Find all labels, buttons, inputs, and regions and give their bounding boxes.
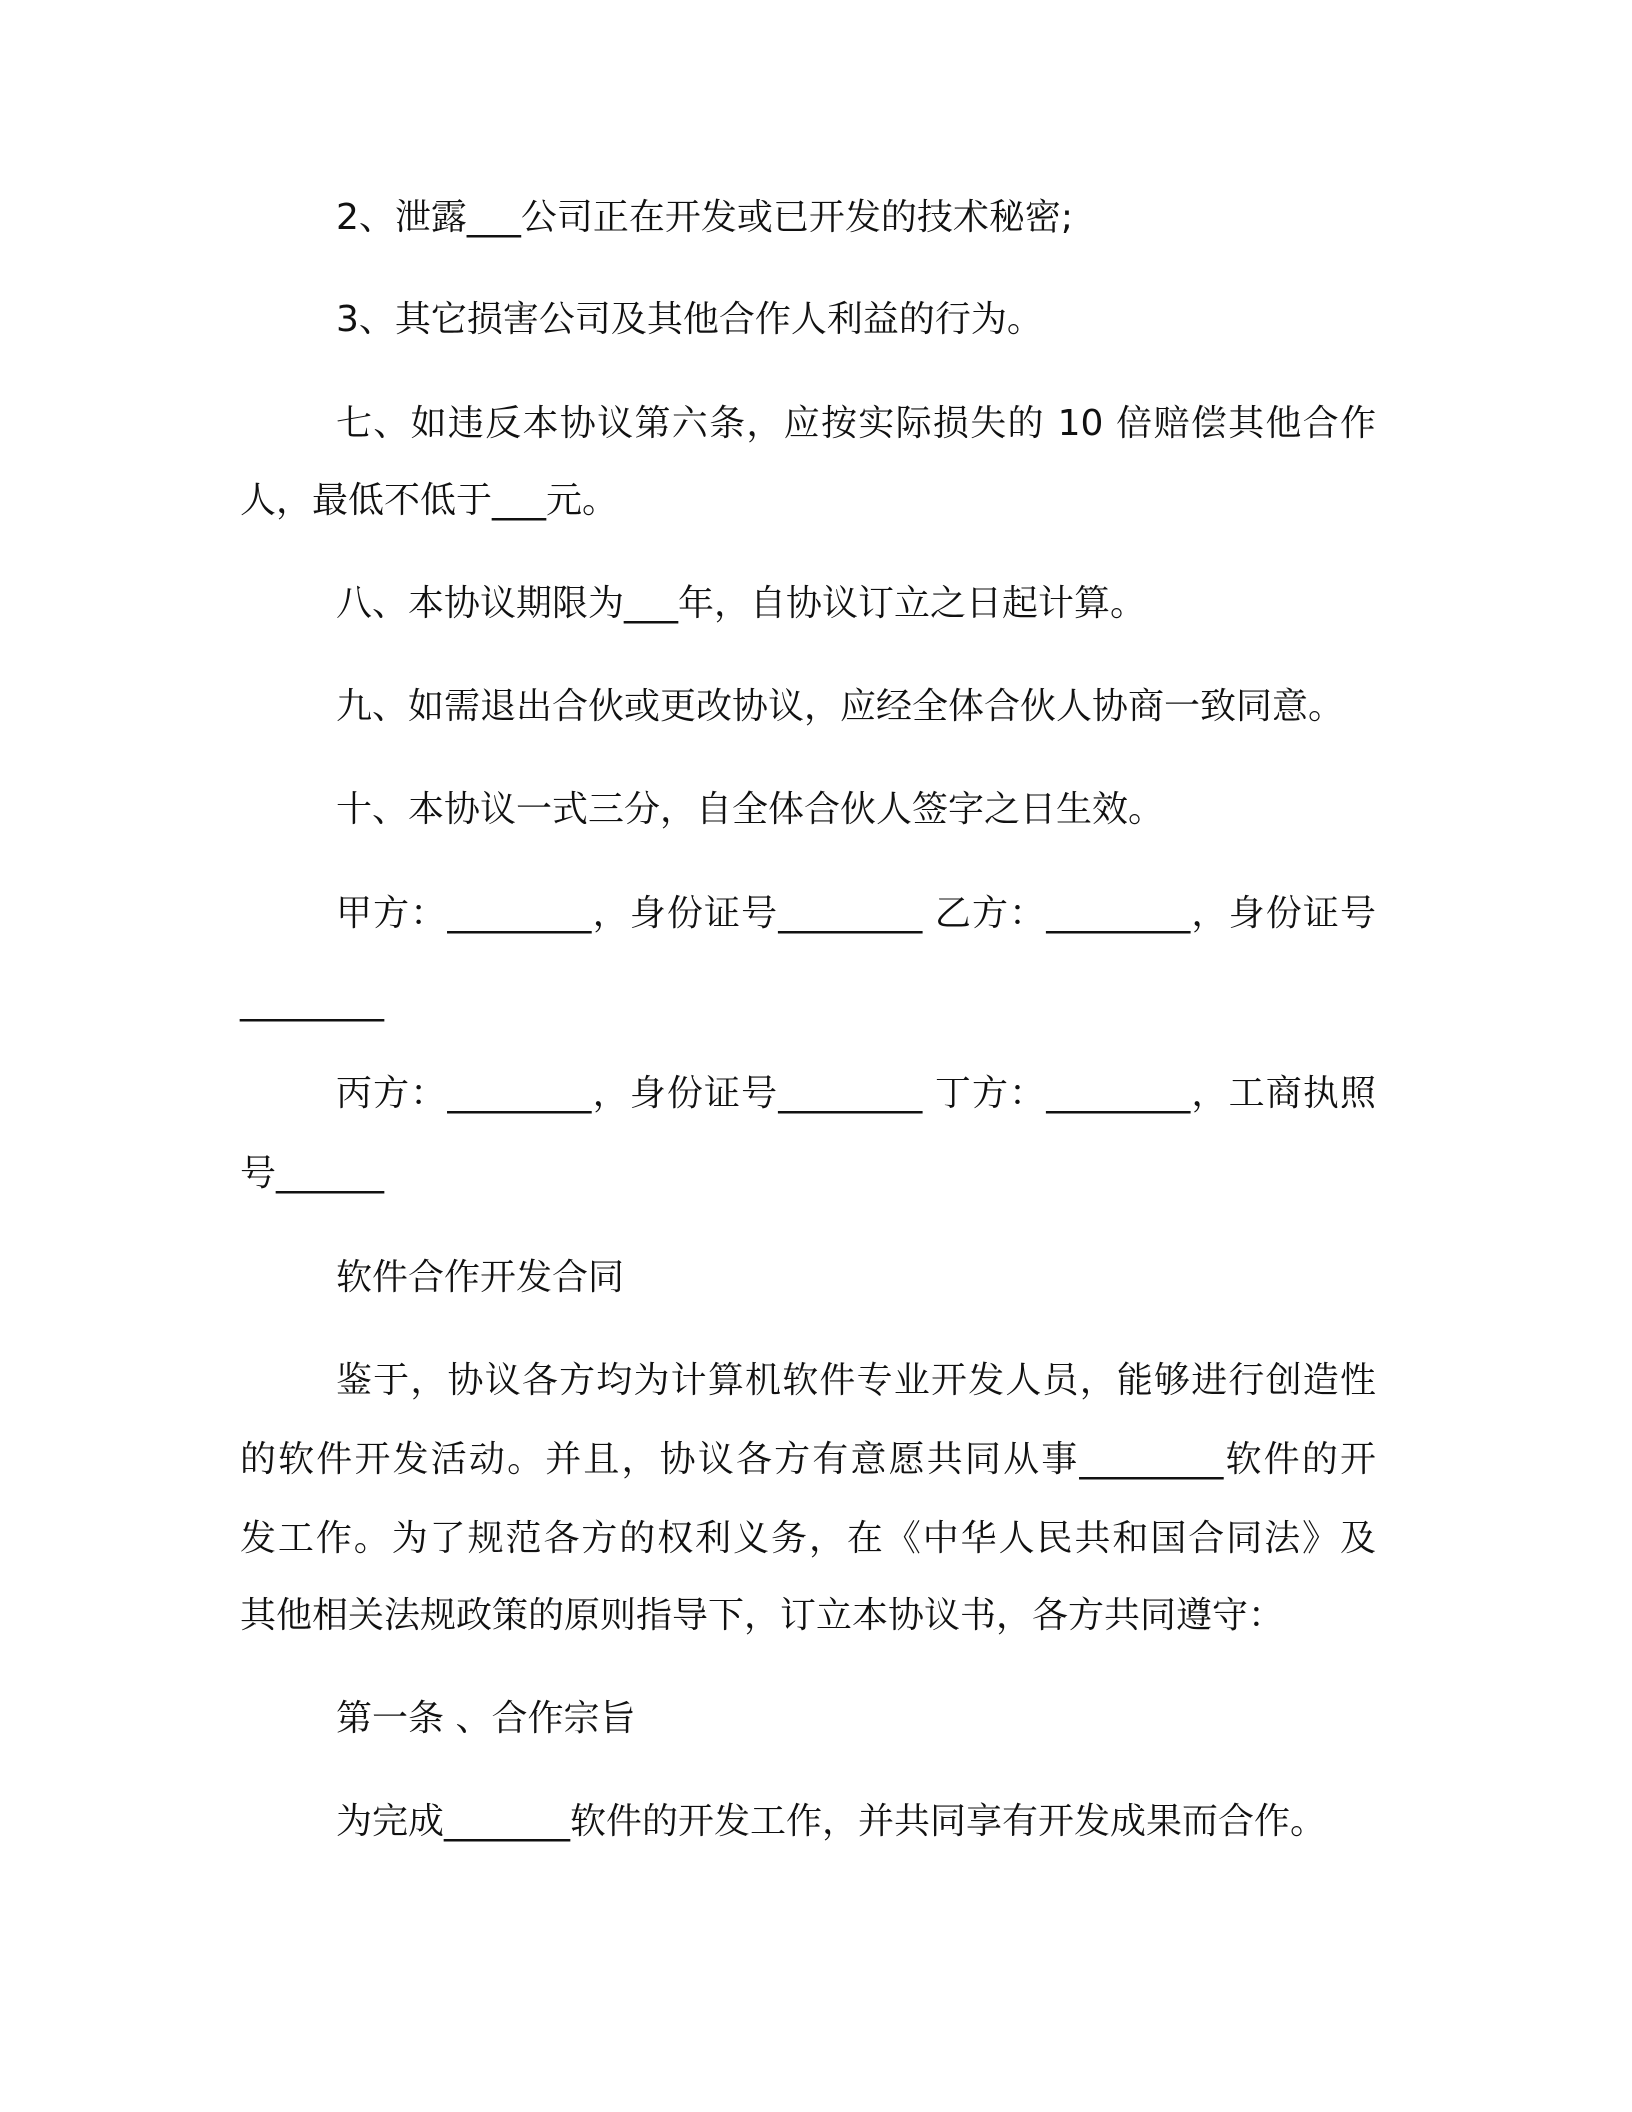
preamble-line-2: 的软件开发活动。并且，协议各方有意愿共同从事________软件的开: [240, 1439, 1376, 1480]
preamble-line-1: 鉴于，协议各方均为计算机软件专业开发人员，能够进行创造性: [336, 1360, 1376, 1401]
clause-10: 十、本协议一式三分，自全体合伙人签字之日生效。: [336, 789, 1165, 830]
preamble-line-4: 其他相关法规政策的原则指导下，订立本协议书，各方共同遵守：: [240, 1595, 1285, 1636]
signature-line-1: 甲方：________，身份证号________ 乙方：________，身份证号: [336, 893, 1376, 934]
signature-line-1-cont: ________: [240, 981, 384, 1022]
clause-6-item-3: 3、其它损害公司及其他合作人利益的行为。: [336, 299, 1043, 340]
preamble-line-3: 发工作。为了规范各方的权利义务，在《中华人民共和国合同法》及: [240, 1518, 1376, 1559]
clause-7-line-1: 七、如违反本协议第六条，应按实际损失的 10 倍赔偿其他合作: [336, 403, 1376, 444]
signature-line-2-cont: 号______: [240, 1153, 385, 1194]
clause-7-line-2: 人，最低不低于___元。: [240, 480, 619, 521]
clause-6-item-2: 2、泄露___公司正在开发或已开发的技术秘密;: [336, 197, 1074, 238]
clause-8: 八、本协议期限为___年，自协议订立之日起计算。: [336, 583, 1147, 624]
contract-title: 软件合作开发合同: [336, 1257, 625, 1298]
clause-9: 九、如需退出合伙或更改协议，应经全体合伙人协商一致同意。: [336, 686, 1345, 727]
article-1-body: 为完成_______软件的开发工作，并共同享有开发成果而合作。: [336, 1801, 1327, 1842]
signature-line-2: 丙方：________，身份证号________ 丁方：________，工商执照: [336, 1073, 1376, 1114]
article-1-heading: 第一条 、合作宗旨: [336, 1698, 636, 1739]
